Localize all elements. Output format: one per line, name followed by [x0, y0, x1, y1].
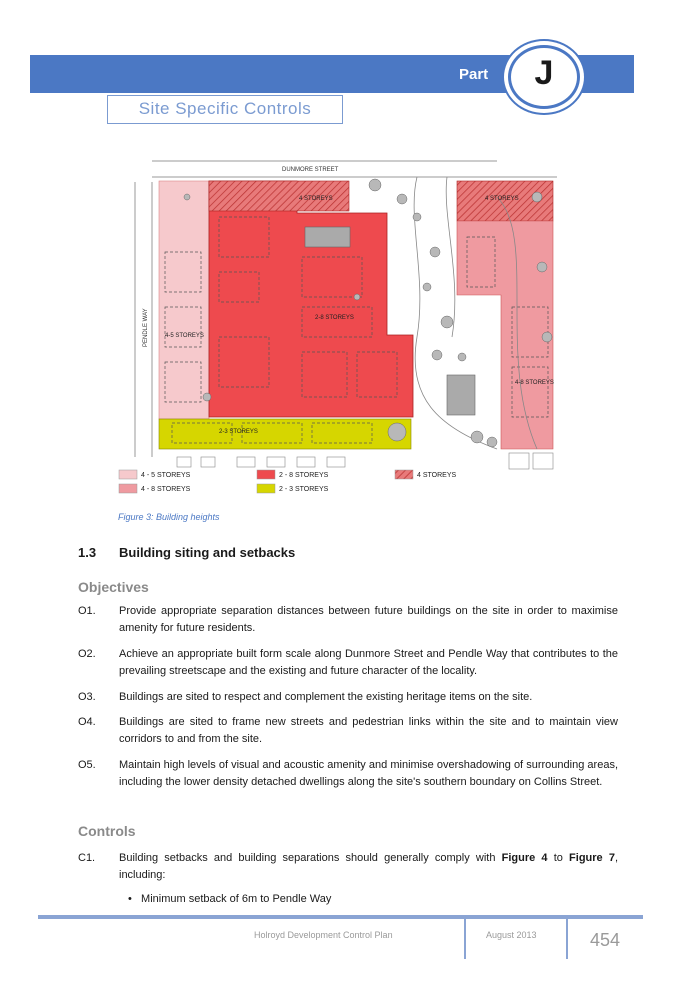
part-letter: J	[534, 54, 554, 92]
objective-code: O5.	[78, 759, 96, 771]
section-title-heading: Building siting and setbacks	[119, 545, 296, 560]
objective-code: O4.	[78, 716, 96, 728]
footer-date: August 2013	[486, 930, 537, 940]
page-number: 454	[590, 930, 621, 950]
control-item	[78, 850, 618, 883]
control-text-before: Building setbacks and building separations should generally comply with	[119, 852, 502, 864]
bullet-dot: •	[128, 893, 142, 905]
footer-doc-title: Holroyd Development Control Plan	[254, 930, 393, 940]
legend-swatch-4-5	[119, 470, 137, 479]
bullet-text: Minimum setback of 6m to Pendle Way	[141, 893, 332, 905]
zone-label-2-3-storeys: 2-3 STOREYS	[219, 429, 258, 435]
legend-swatch-4	[395, 470, 413, 479]
part-label: Part	[459, 66, 489, 83]
street-label-pendle: PENDLE WAY	[143, 308, 149, 347]
zone-4-5-storeys	[159, 181, 209, 419]
zone-2-3-storeys	[159, 419, 411, 449]
zone-label-4-8-storeys: 4-8 STOREYS	[515, 380, 554, 386]
objective-text: Provide appropriate separation distances between future buildings on the site in order to maximise amenity for future residents.	[119, 605, 618, 634]
controls-heading: Controls	[78, 823, 136, 839]
objective-text: Achieve an appropriate built form scale along Dunmore Street and Pendle Way that contributes to the prevailing streetscape and the existing and future character of the locality.	[119, 648, 618, 677]
legend-label-4-5: 4 - 5 STOREYS	[141, 472, 191, 479]
objective-text: Buildings are sited to respect and complement the existing heritage items on the site.	[119, 691, 533, 703]
objective-code: O1.	[78, 605, 96, 617]
zone-2-8-storeys	[209, 181, 413, 417]
zone-label-4-storeys-west: 4 STOREYS	[299, 196, 333, 202]
objective-item	[78, 646, 618, 679]
legend-swatch-2-3	[257, 484, 275, 493]
objective-item	[78, 757, 618, 790]
section-title-box	[107, 95, 343, 124]
section-title: Site Specific Controls	[138, 99, 312, 118]
figure-ref-b[interactable]: Figure 7	[569, 852, 615, 864]
building-heights-map	[117, 157, 557, 505]
objective-item	[78, 689, 618, 706]
objectives-heading: Objectives	[78, 579, 149, 595]
control-text-after: , including:	[119, 852, 619, 881]
footer-rule	[38, 915, 643, 919]
objective-item	[78, 714, 618, 747]
footer-divider	[464, 919, 466, 959]
bullet-item	[128, 893, 331, 905]
objective-text: Maintain high levels of visual and acoustic amenity and minimise overshadowing of surrounding areas, including the lower density detached dwellings along the site's southern boundary on Collins Street.	[119, 759, 618, 788]
control-code: C1.	[78, 852, 96, 864]
zone-label-4-storeys-east: 4 STOREYS	[485, 196, 519, 202]
control-text-mid: to	[547, 852, 570, 864]
objective-code: O3.	[78, 691, 96, 703]
street-label-dunmore: DUNMORE STREET	[282, 167, 339, 173]
objective-code: O2.	[78, 648, 96, 660]
footer-divider	[566, 919, 568, 959]
objective-text: Buildings are sited to frame new streets and pedestrian links within the site and to maintain view corridors to and from the site.	[119, 716, 618, 745]
figure-ref-a[interactable]: Figure 4	[501, 852, 548, 864]
section-number: 1.3	[78, 545, 97, 560]
zone-label-2-8-storeys: 2-8 STOREYS	[315, 315, 354, 321]
legend-label-2-3: 2 - 3 STOREYS	[279, 486, 329, 493]
legend-label-4: 4 STOREYS	[417, 472, 457, 479]
part-badge	[508, 45, 580, 109]
legend-label-4-8: 4 - 8 STOREYS	[141, 486, 191, 493]
control-text	[119, 850, 618, 883]
figure-caption: Figure 3: Building heights	[118, 512, 220, 522]
legend-swatch-4-8	[119, 484, 137, 493]
legend-label-2-8: 2 - 8 STOREYS	[279, 472, 329, 479]
legend-swatch-2-8	[257, 470, 275, 479]
objective-item	[78, 603, 618, 636]
zone-label-4-5-storeys: 4-5 STOREYS	[165, 333, 204, 339]
